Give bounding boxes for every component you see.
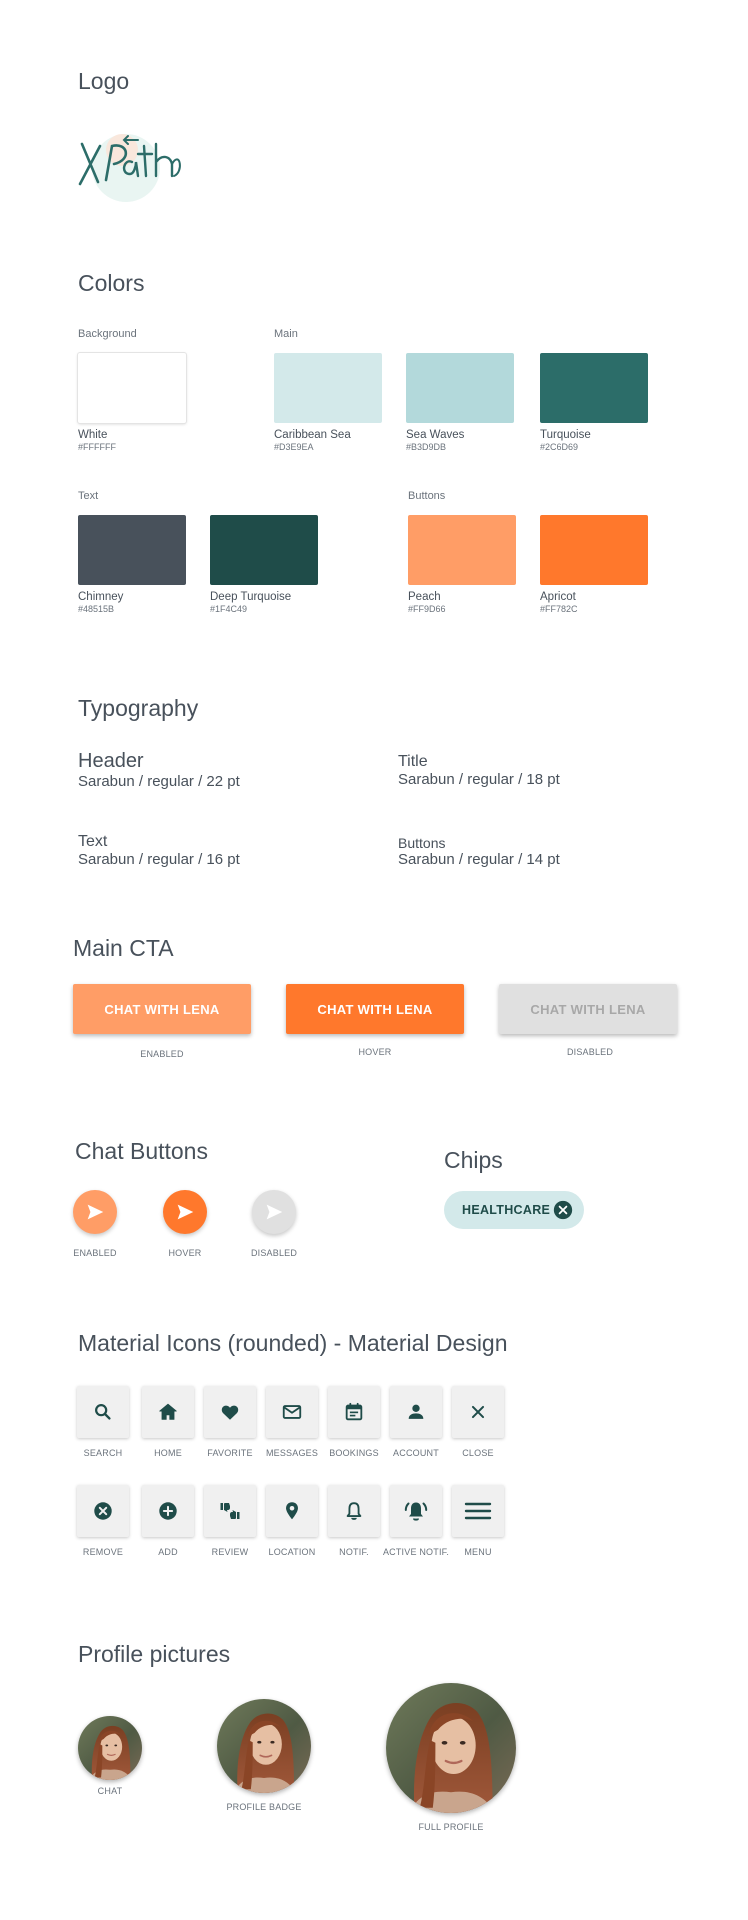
swatch-name: Apricot [540, 591, 576, 603]
type-spec: Sarabun / regular / 18 pt [398, 771, 560, 788]
cta-disabled-button: CHAT WITH LENA [499, 984, 677, 1034]
icon-caption: FAVORITE [207, 1448, 253, 1458]
icon-tile[interactable] [77, 1485, 129, 1537]
close-icon [467, 1401, 489, 1423]
type-label: Text [78, 833, 108, 850]
cta-enabled-caption: ENABLED [140, 1049, 184, 1059]
avatar-chat-caption: CHAT [97, 1786, 123, 1796]
avatar-profile-badge-caption: PROFILE BADGE [226, 1802, 302, 1812]
section-title-chips: Chips [444, 1147, 503, 1173]
type-spec: Sarabun / regular / 22 pt [78, 773, 240, 790]
icon-tile[interactable] [266, 1485, 318, 1537]
swatch-hex: #FF782C [540, 604, 578, 614]
color-group-text: Text [78, 490, 99, 502]
avatar-chat [78, 1716, 142, 1780]
chat-send-enabled-button[interactable] [73, 1190, 117, 1234]
avatar-profile-badge [217, 1699, 311, 1793]
color-group-buttons: Buttons [408, 490, 446, 502]
swatch-caribbean-sea-color [274, 353, 382, 423]
icon-tile[interactable] [452, 1485, 504, 1537]
send-icon [263, 1201, 285, 1223]
icon-tile[interactable] [390, 1386, 442, 1438]
swatch-apricot [540, 515, 648, 614]
remove-icon [92, 1500, 114, 1522]
icon-tile[interactable] [390, 1485, 442, 1537]
section-title-profile-pictures: Profile pictures [78, 1641, 231, 1667]
swatch-hex: #2C6D69 [540, 442, 579, 452]
icon-tile[interactable] [452, 1386, 504, 1438]
section-title-main-cta: Main CTA [73, 935, 174, 961]
chat-hover-caption: HOVER [168, 1248, 202, 1258]
icon-tile[interactable] [266, 1386, 318, 1438]
send-icon [84, 1201, 106, 1223]
review-icon [218, 1499, 242, 1523]
swatch-name: Caribbean Sea [274, 429, 351, 441]
favorite-icon [219, 1401, 241, 1423]
account-icon [405, 1401, 427, 1423]
type-label: Header [78, 750, 144, 772]
avatar-full-profile [386, 1683, 516, 1813]
send-icon [174, 1201, 196, 1223]
icon-cell-close[interactable] [438, 1386, 518, 1458]
color-group-background: Background [78, 328, 137, 340]
section-title-logo: Logo [78, 68, 130, 94]
icon-caption: ACCOUNT [393, 1448, 439, 1458]
chat-disabled-caption: DISABLED [250, 1248, 298, 1258]
cta-hover-caption: HOVER [358, 1047, 392, 1057]
chip-remove-icon[interactable] [552, 1199, 574, 1221]
swatch-name: Sea Waves [406, 429, 465, 441]
swatch-sea-waves-color [406, 353, 514, 423]
swatch-name: White [78, 429, 108, 441]
icon-caption: SEARCH [83, 1448, 123, 1458]
swatch-hex: #FFFFFF [78, 442, 116, 452]
color-group-main: Main [274, 328, 298, 340]
swatch-name: Chimney [78, 591, 124, 603]
icon-caption: MENU [464, 1547, 492, 1557]
chat-send-disabled-button [252, 1190, 296, 1234]
icon-cell-menu[interactable] [438, 1485, 518, 1557]
swatch-caribbean-sea [274, 353, 382, 452]
swatch-turquoise-color [540, 353, 648, 423]
add-icon [157, 1500, 179, 1522]
icon-caption: MESSAGES [265, 1448, 319, 1458]
calendar-icon [343, 1401, 365, 1423]
type-sample-header [78, 750, 240, 790]
cta-enabled-button[interactable]: CHAT WITH LENA [73, 984, 251, 1034]
icon-tile[interactable] [77, 1386, 129, 1438]
location-icon [281, 1500, 303, 1522]
swatch-turquoise [540, 353, 648, 452]
xpath-logo-icon [76, 124, 186, 206]
icon-tile[interactable] [142, 1485, 194, 1537]
swatch-apricot-color [540, 515, 648, 585]
swatch-hex: #B3D9DB [406, 442, 447, 452]
icon-caption: ADD [158, 1547, 178, 1557]
icon-tile[interactable] [328, 1386, 380, 1438]
chat-send-hover-button[interactable] [163, 1190, 207, 1234]
swatch-peach [408, 515, 516, 614]
swatch-chimney-color [78, 515, 186, 585]
chat-enabled-caption: ENABLED [73, 1248, 117, 1258]
swatch-chimney [78, 515, 186, 614]
swatch-name: Deep Turquoise [210, 591, 292, 603]
icon-tile[interactable] [204, 1485, 256, 1537]
mail-icon [281, 1401, 303, 1423]
avatar-full-profile-caption: FULL PROFILE [418, 1822, 484, 1832]
swatch-white-color [78, 353, 186, 423]
icon-caption: BOOKINGS [329, 1448, 379, 1458]
swatch-name: Peach [408, 591, 441, 603]
type-label: Title [398, 753, 428, 770]
swatch-hex: #FF9D66 [408, 604, 446, 614]
swatch-hex: #48515B [78, 604, 115, 614]
home-icon [157, 1401, 179, 1423]
section-title-typography: Typography [78, 695, 199, 721]
cta-disabled-caption: DISABLED [566, 1047, 614, 1057]
type-spec: Sarabun / regular / 14 pt [398, 851, 560, 868]
menu-icon [464, 1500, 492, 1522]
icon-caption: LOCATION [268, 1547, 316, 1557]
chip-healthcare[interactable] [444, 1191, 584, 1229]
cta-hover-button[interactable]: CHAT WITH LENA [286, 984, 464, 1034]
type-label: Buttons [398, 835, 446, 851]
icon-caption: REMOVE [82, 1547, 124, 1557]
swatch-peach-color [408, 515, 516, 585]
section-title-colors: Colors [78, 270, 145, 296]
swatch-hex: #1F4C49 [210, 604, 248, 614]
swatch-deep-turquoise [210, 515, 318, 614]
active-notification-icon [403, 1498, 429, 1524]
swatch-name: Turquoise [540, 429, 591, 441]
search-icon [92, 1401, 114, 1423]
section-title-chat-buttons: Chat Buttons [75, 1138, 208, 1164]
type-sample-title [398, 753, 560, 788]
icon-caption: HOME [154, 1448, 182, 1458]
type-spec: Sarabun / regular / 16 pt [78, 851, 240, 868]
icon-caption: NOTIF. [339, 1547, 369, 1557]
icon-tile[interactable] [142, 1386, 194, 1438]
icon-tile[interactable] [204, 1386, 256, 1438]
icon-tile[interactable] [328, 1485, 380, 1537]
swatch-hex: #D3E9EA [274, 442, 314, 452]
type-sample-buttons [398, 835, 560, 868]
notification-icon [343, 1500, 365, 1522]
swatch-white [78, 353, 186, 452]
chip-label: HEALTHCARE [462, 1203, 551, 1217]
section-title-material-icons: Material Icons (rounded) - Material Design [78, 1330, 508, 1356]
icon-caption: CLOSE [462, 1448, 494, 1458]
type-sample-text [78, 833, 240, 868]
swatch-sea-waves [406, 353, 514, 452]
brand-logo [76, 124, 186, 206]
icon-caption: ACTIVE NOTIF. [382, 1547, 450, 1557]
swatch-deep-turquoise-color [210, 515, 318, 585]
icon-caption: REVIEW [211, 1547, 249, 1557]
